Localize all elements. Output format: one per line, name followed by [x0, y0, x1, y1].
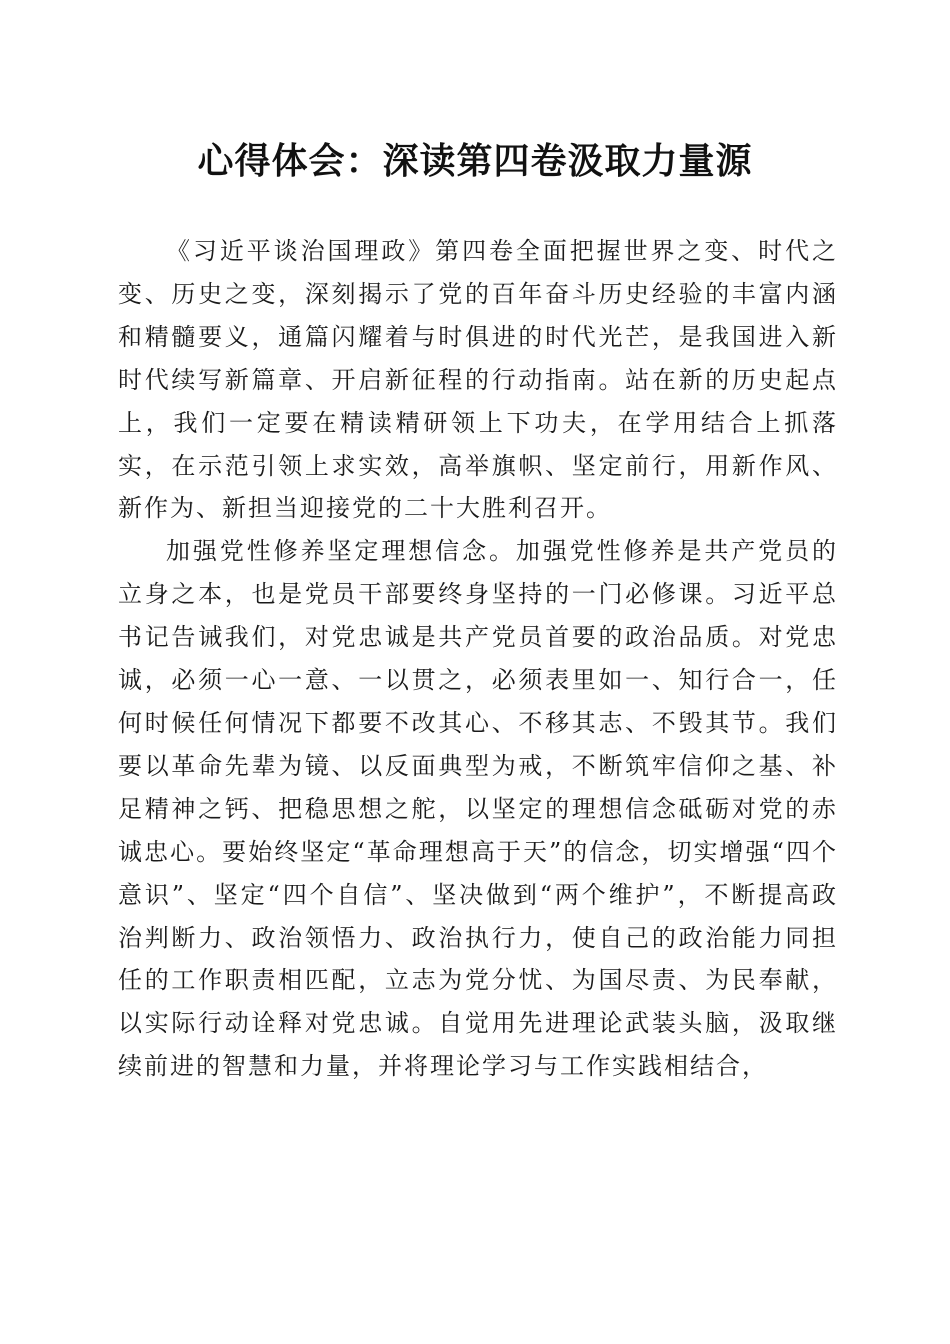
paragraph-party-spirit: 加强党性修养坚定理想信念。加强党性修养是共产党员的立身之本，也是党员干部要终身坚持的一门必修课。习近平总书记告诫我们，对党忠诚是共产党员首要的政治品质。对党忠诚，必须一心一意、一以贯之，必须表里如一、知行合一，任何时候任何情况下都要不改其心、不移其志、不毁其节。我们要以革命先辈为镜、以反面典型为戒，不断筑牢信仰之基、补足精神之钙、把稳思想之舵，以坚定的理想信念砥砺对党的赤诚忠心。要始终坚定“革命理想高于天”的信念，切实增强“四个意识”、坚定“四个自信”、坚决做到“两个维护”，不断提高政治判断力、政治领悟力、政治执行力，使自己的政治能力同担任的工作职责相匹配，立志为党分忧、为国尽责、为民奉献，以实际行动诠释对党忠诚。自觉用先进理论武装头脑，汲取继续前进的智慧和力量，并将理论学习与工作实践相结合，: [118, 537, 838, 1081]
document-title: 心得体会：深读第四卷汲取力量源: [197, 140, 753, 182]
document-body: [118, 230, 838, 1088]
paragraph-intro: 《习近平谈治国理政》第四卷全面把握世界之变、时代之变、历史之变，深刻揭示了党的百年奋斗历史经验的丰富内涵和精髓要义，通篇闪耀着与时俱进的时代光芒，是我国进入新时代续写新篇章、开启新征程的行动指南。站在新的历史起点上，我们一定要在精读精研领上下功夫，在学用结合上抓落实，在示范引领上求实效，高举旗帜、坚定前行，用新作风、新作为、新担当迎接党的二十大胜利召开。: [118, 237, 838, 523]
